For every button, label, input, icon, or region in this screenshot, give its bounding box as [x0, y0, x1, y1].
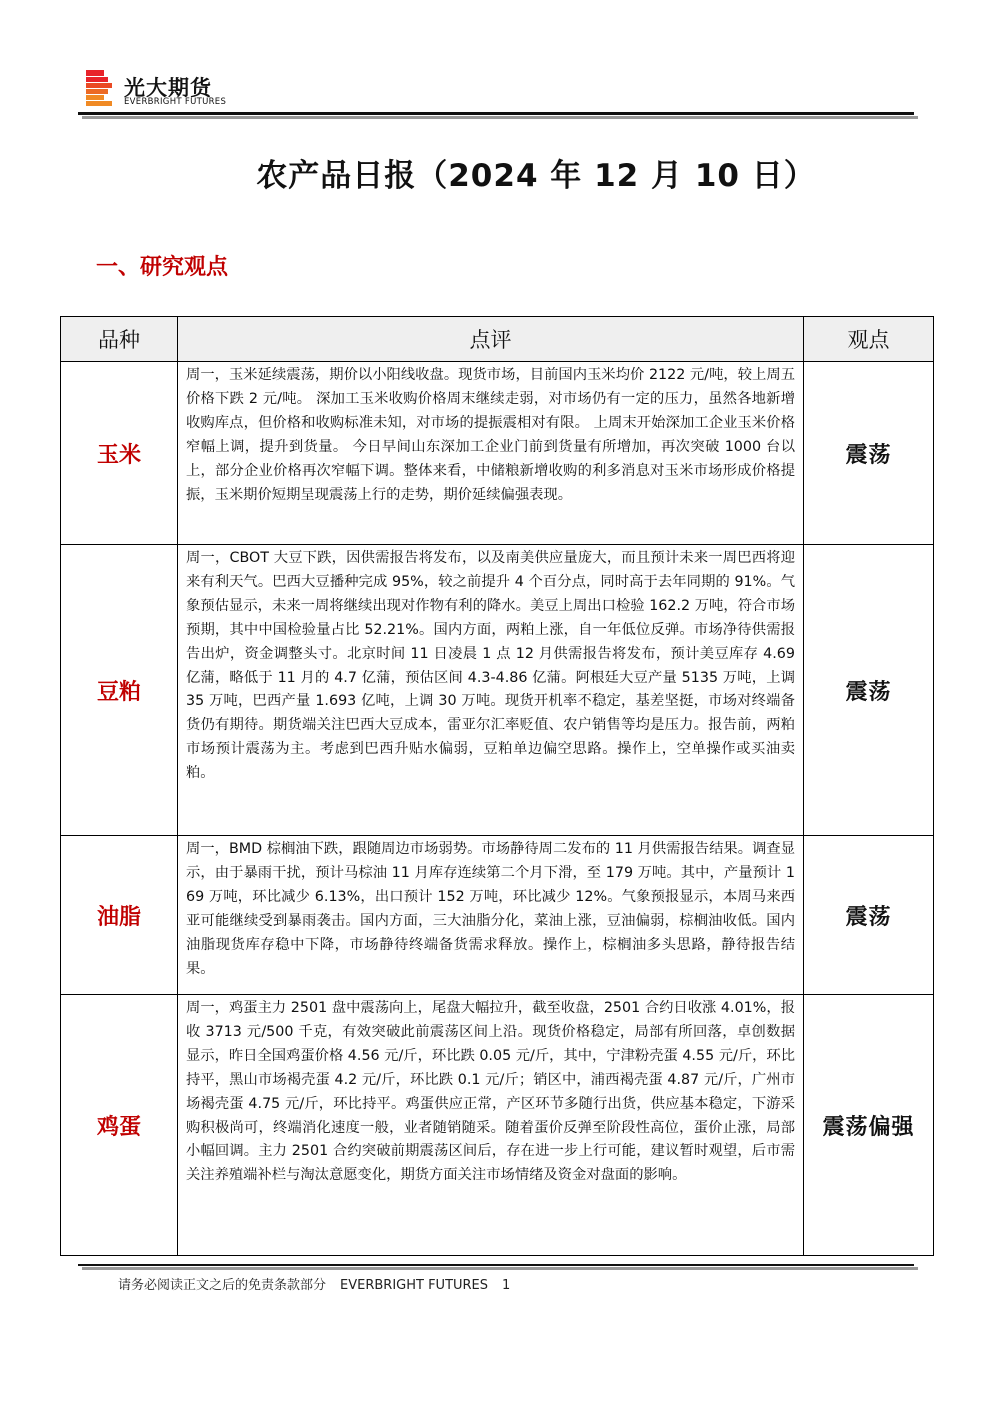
- row-comment-corn: 周一，玉米延续震荡，期价以小阳线收盘。现货市场，目前国内玉米均价 2122 元/吨，较上周五价格下跌 2 元/吨。 深加工玉米收购价格周末继续走弱，对市场仍有一定的压力，虽然各地新增收购库点，但价格和收购标准未知，对市场的提振震相对有限。 上周末开始深加工企业玉米价格窄幅上调，提升到货量。 今日早间山东深加工企业门前到货量有所增加，再次突破 1000 台以上，部分企业价格再次窄幅下调。整体来看，中储粮新增收购的利多消息对玉米市场形成价格提振，玉米期价短期呈现震荡上行的走势，期价延续偏强表现。: [178, 362, 804, 545]
- footer-rule: [78, 1264, 914, 1266]
- header-view: 观点: [804, 317, 934, 362]
- row-item-eggs: 鸡蛋: [61, 995, 178, 1256]
- header-comment: 点评: [178, 317, 804, 362]
- page-number: 1: [502, 1278, 511, 1293]
- company-logo: [86, 70, 236, 110]
- row-item-oils: 油脂: [61, 836, 178, 995]
- section-heading: 一、研究观点: [96, 255, 229, 280]
- header-item: 品种: [61, 317, 178, 362]
- row-item-soymeal: 豆粕: [61, 545, 178, 836]
- footer-disclaimer: 请务必阅读正文之后的免责条款部分: [118, 1278, 327, 1293]
- footer-company: EVERBRIGHT FUTURES: [340, 1278, 489, 1293]
- logo-chinese-name: 光大期货: [124, 76, 212, 100]
- table-row: [61, 362, 934, 545]
- table-row: [61, 545, 934, 836]
- header-rule-shadow: [82, 116, 918, 119]
- table-row: [61, 836, 934, 995]
- logo-english-name: EVERBRIGHT FUTURES: [124, 97, 227, 107]
- row-view-soymeal: 震荡: [804, 545, 934, 836]
- row-item-corn: 玉米: [61, 362, 178, 545]
- everbright-logo-icon: [86, 70, 116, 106]
- row-view-corn: 震荡: [804, 362, 934, 545]
- research-view-table: [60, 316, 934, 1256]
- header-rule: [78, 112, 914, 115]
- row-comment-oils: 周一，BMD 棕榈油下跌，跟随周边市场弱势。市场静待周二发布的 11 月供需报告结果。调查显示，由于暴雨干扰，预计马棕油 11 月库存连续第二个月下滑，至 179 万吨。其中，产量预计 169 万吨，环比减少 6.13%，出口预计 152 万吨，环比减少 12%。气象预报显示，本周马来西亚可能继续受到暴雨袭击。国内方面，三大油脂分化，菜油上涨，豆油偏弱，棕榈油收低。国内油脂现货库存稳中下降，市场静待终端备货需求释放。操作上，棕榈油多头思路，静待报告结果。: [178, 836, 804, 995]
- row-view-eggs: 震荡偏强: [804, 995, 934, 1256]
- row-view-oils: 震荡: [804, 836, 934, 995]
- row-comment-soymeal: 周一，CBOT 大豆下跌，因供需报告将发布，以及南美供应量庞大，而且预计未来一周巴西将迎来有利天气。巴西大豆播种完成 95%，较之前提升 4 个百分点，同时高于去年同期的 91%。气象预估显示，未来一周将继续出现对作物有利的降水。美豆上周出口检验 162.2 万吨，符合市场预期，其中中国检验量占比 52.21%。国内方面，两粕上涨，自一年低位反弹。市场净待供需报告出炉，资金调整头寸。北京时间 11 日凌晨 1 点 12 月供需报告将发布，预计美豆库存 4.69 亿蒲，略低于 11 月的 4.7 亿蒲，预估区间 4.3-4.86 亿蒲。阿根廷大豆产量 5135 万吨，上调 35 万吨，巴西产量 1.693 亿吨，上调 30 万吨。现货开机率不稳定，基差坚挺，市场对终端备货仍有期待。期货端关注巴西大豆成本，雷亚尔汇率贬值、农户销售等均是压力。报告前，两粕市场预计震荡为主。考虑到巴西升贴水偏弱，豆粕单边偏空思路。操作上，空单操作或买油卖粕。: [178, 545, 804, 836]
- table-header-row: [61, 317, 934, 362]
- report-title: 农产品日报（2024 年 12 月 10 日）: [256, 158, 816, 194]
- footer-rule-shadow: [82, 1267, 918, 1270]
- row-comment-eggs: 周一，鸡蛋主力 2501 盘中震荡向上，尾盘大幅拉升，截至收盘，2501 合约日收涨 4.01%，报收 3713 元/500 千克，有效突破此前震荡区间上沿。现货价格稳定，局部有所回落，卓创数据显示，昨日全国鸡蛋价格 4.56 元/斤，环比跌 0.05 元/斤，其中，宁津粉壳蛋 4.55 元/斤，环比持平，黑山市场褐壳蛋 4.2 元/斤，环比跌 0.1 元/斤；销区中，浦西褐壳蛋 4.87 元/斤，广州市场褐壳蛋 4.75 元/斤，环比持平。鸡蛋供应正常，产区环节多随行出货，供应基本稳定，下游采购积极尚可，终端消化速度一般，业者随销随采。随着蛋价反弹至阶段性高位，蛋价止涨，局部小幅回调。主力 2501 合约突破前期震荡区间后，存在进一步上行可能，建议暂时观望，后市需关注养殖端补栏与淘汰意愿变化，期货方面关注市场情绪及资金对盘面的影响。: [178, 995, 804, 1256]
- page-footer: [118, 1274, 524, 1293]
- table-row: [61, 995, 934, 1256]
